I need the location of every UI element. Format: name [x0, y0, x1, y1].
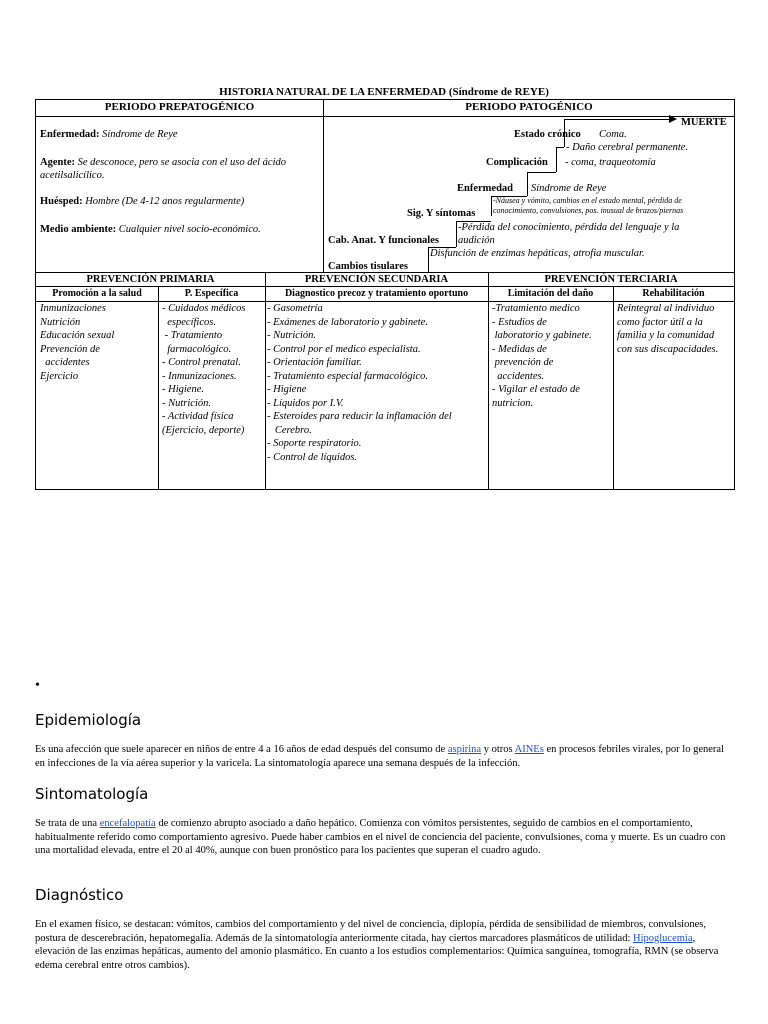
sig-line1: -Náusea y vómito, cambios en el estado mental, pérdida de	[493, 196, 682, 205]
link-hipoglucemia[interactable]: Hipoglucemia	[633, 932, 693, 944]
medio-label: Medio ambiente:	[40, 224, 117, 235]
prevencion-secundaria-header: PREVENCIÓN SECUNDARIA	[304, 274, 449, 285]
cell-line: Inmunizaciones	[40, 303, 106, 314]
enfermedad-label: Enfermedad:	[40, 129, 100, 140]
complicacion-value: - coma, traqueotomía	[565, 157, 656, 168]
cell-line: farmacológico.	[162, 343, 232, 355]
cell-line: con sus discapacidades.	[617, 343, 719, 355]
prepatogenico-agente	[40, 156, 322, 182]
especifica-cell	[162, 302, 264, 437]
cell-line: Educación sexual	[40, 330, 115, 341]
heading-epidemiologia: Epidemiología	[35, 711, 142, 729]
cell-line: - Soporte respiratorio.	[267, 438, 362, 449]
paragraph-diagnostico	[35, 918, 735, 972]
cell-line: Cerebro.	[267, 424, 312, 436]
muerte-arrow-line	[564, 119, 672, 120]
agente-value-line2: acetilsalicílico.	[40, 170, 105, 181]
cell-line: (Ejercicio, deporte)	[162, 424, 245, 436]
subhead-limitacion: Limitación del daño	[507, 288, 594, 299]
agente-label: Agente:	[40, 157, 75, 168]
agente-value-line1: Se desconoce, pero se asocia con el uso del ácido	[77, 157, 287, 168]
period-prepatogenico-header: PERIODO PREPATOGÉNICO	[104, 101, 255, 113]
cell-line: específicos.	[162, 316, 216, 328]
cell-line: - Tratamiento especial farmacológico.	[267, 370, 428, 382]
link-aines[interactable]: AINEs	[514, 744, 544, 755]
cell-line: - Cuidados médicos	[162, 303, 246, 314]
subhead-diagnostico: Diagnostico precoz y tratamiento oportuno	[284, 288, 469, 299]
cell-line: - Líquidos por I.V.	[267, 397, 344, 409]
diagnostico-cell	[267, 302, 487, 464]
link-aspirina[interactable]: aspirina	[447, 744, 482, 755]
enfermedad-pat-value: Síndrome de Reye	[531, 183, 607, 194]
cell-line: - Actividad física	[162, 411, 234, 422]
cell-line: como factor útil a la	[617, 316, 703, 328]
huesped-value: Hombre (De 4-12 anos regularmente)	[85, 196, 245, 207]
cell-line: - Esteroides para reducir la inflamación del	[267, 411, 452, 422]
stair-vline-2	[556, 147, 557, 172]
cell-line: - Control de líquidos.	[267, 451, 358, 463]
cell-line: - Higiene.	[162, 384, 204, 395]
list-bullet: •	[35, 678, 40, 693]
huesped-label: Huésped:	[40, 196, 83, 207]
heading-diagnostico: Diagnóstico	[35, 886, 124, 904]
rehabilitacion-cell	[617, 302, 733, 356]
enfermedad-pat-label: Enfermedad	[457, 183, 513, 194]
cab-line2: audición	[458, 235, 495, 246]
cell-line: familia y la comunidad	[617, 330, 715, 341]
estado-cronico-label: Estado crónico	[514, 129, 581, 140]
cell-line: - Inmunizaciones.	[162, 370, 237, 382]
estado-cronico-value: Coma.	[599, 129, 627, 140]
cell-line: prevención de	[492, 357, 554, 368]
cell-line: - Tratamiento	[162, 330, 223, 341]
stair-vline-5	[456, 221, 457, 247]
cell-line: accidentes	[40, 357, 90, 368]
paragraph-epidemiologia	[35, 743, 735, 770]
heading-sintomatologia: Sintomatología	[35, 785, 149, 803]
cell-line: - Gasometría	[267, 303, 323, 314]
periods-header-row	[36, 100, 734, 117]
cambios-value: Disfunción de enzimas hepáticas, atrofia muscular.	[430, 248, 645, 259]
cell-line: - Nutrición.	[162, 397, 211, 409]
cell-line: - Vigilar el estado de	[492, 384, 580, 395]
sig-value	[493, 196, 733, 216]
cambios-label: Cambios tisulares	[328, 261, 409, 272]
subhead-promocion: Promoción a la salud	[52, 288, 142, 299]
cell-line: Prevención de	[40, 343, 100, 355]
cell-line: laboratorio y gabinete.	[492, 330, 592, 341]
cell-line: accidentes.	[492, 370, 545, 382]
cell-line: Ejercicio	[40, 370, 79, 382]
subhead-rehabilitacion: Rehabilitación	[642, 288, 705, 299]
muerte-arrow-head-icon	[669, 115, 677, 123]
epi-text-2: y otros	[481, 744, 515, 755]
sig-line2: conocimiento, convulsiones, pos. inusual de brazos/piernas	[493, 206, 684, 215]
sig-label: Sig. Y síntomas	[407, 208, 476, 219]
limitacion-cell	[492, 302, 612, 410]
period-divider	[323, 100, 324, 272]
stair-vline-3	[527, 172, 528, 196]
epi-text-3: en procesos febriles virales, por lo general en infecciones de la vía aérea superior y la varicela. La sintomatología aparece una semana después de la infección.	[35, 744, 724, 769]
subhead-especifica: P. Específica	[184, 288, 239, 299]
cab-value	[458, 221, 734, 247]
diag-text-1: En el examen físico, se destacan: vómitos, cambios del comportamiento y del nivel de conciencia, diplopía, pérdida de sensibilidad de miembros, convulsiones, postura de descerebración, hepatomegalia. Además de la sintomatología anteriormente citada, hay ciertos marcadores plasmáticos de utilidad:	[35, 919, 706, 944]
link-encefalopatia[interactable]: encefalopatía	[99, 818, 156, 829]
cell-line: - Control prenatal.	[162, 357, 241, 368]
paragraph-sintomatologia	[35, 817, 735, 858]
cell-line: Nutrición	[40, 316, 81, 328]
dano-cerebral: - Daño cerebral permanente.	[566, 142, 689, 153]
periods-table	[35, 99, 735, 273]
promocion-cell	[40, 302, 156, 383]
stair-vline-4	[491, 196, 492, 216]
cab-label: Cab. Anat. Y funcionales	[328, 235, 439, 246]
cab-line1: -Pérdida del conocimiento, pérdida del lenguaje y la	[458, 222, 680, 233]
medio-value: Cualquier nivel socio-económico.	[118, 224, 261, 235]
prepatogenico-huesped	[40, 195, 322, 208]
epi-text-1: Es una afección que suele aparecer en niños de entre 4 a 16 años de edad después del consumo de	[35, 744, 448, 755]
prevencion-primaria-header: PREVENCIÓN PRIMARIA	[86, 274, 215, 285]
prepatogenico-medio	[40, 223, 322, 236]
cell-line: - Control por el medico especialista.	[267, 343, 421, 355]
enfermedad-value: Síndrome de Reye	[102, 129, 178, 140]
prevention-table	[35, 273, 735, 490]
cell-line: -Tratamiento medico	[492, 303, 580, 314]
prevencion-terciaria-header: PREVENCIÓN TERCIARIA	[544, 274, 678, 285]
complicacion-label: Complicación	[486, 157, 548, 168]
muerte-label: MUERTE	[681, 117, 727, 128]
cell-line: - Nutrición.	[267, 330, 316, 341]
cell-line: Reintegral al individuo	[617, 303, 715, 314]
sint-text-1: Se trata de una	[35, 818, 100, 829]
cell-line: - Exámenes de laboratorio y gabinete.	[267, 316, 428, 328]
stair-vline-6	[428, 247, 429, 272]
diag-text-2: , elevación de las enzimas hepáticas, aumento del amonio plasmático. En cuanto a los estudios complementarios: Química sanguínea, tomografía, RMN (se observa edema cerebral entre otros cambios).	[35, 932, 719, 971]
cell-line: nutricion.	[492, 397, 534, 409]
document-title: HISTORIA NATURAL DE LA ENFERMEDAD (Síndrome de REYE)	[219, 86, 549, 98]
prepatogenico-enfermedad	[40, 128, 320, 141]
cell-line: - Higiene	[267, 384, 307, 395]
sint-text-2: de comienzo abrupto asociado a daño hepático. Comienza con vómitos persistentes, seguido de cambios en el comportamiento, habitualmente referido como comportamiento agresivo. Puede haber cambios en el nivel de conciencia del paciente, convulsiones, coma y muerte. Es un cuadro con una mortalidad elevada, entre el 20 al 40%, aunque con buen pronóstico para los pacientes que superan el cuadro agudo.	[35, 818, 726, 856]
period-patogenico-header: PERIODO PATOGÉNICO	[465, 101, 593, 113]
cell-line: - Medidas de	[492, 343, 547, 355]
cell-line: - Estudios de	[492, 316, 547, 328]
cell-line: - Orientación familiar.	[267, 357, 362, 368]
